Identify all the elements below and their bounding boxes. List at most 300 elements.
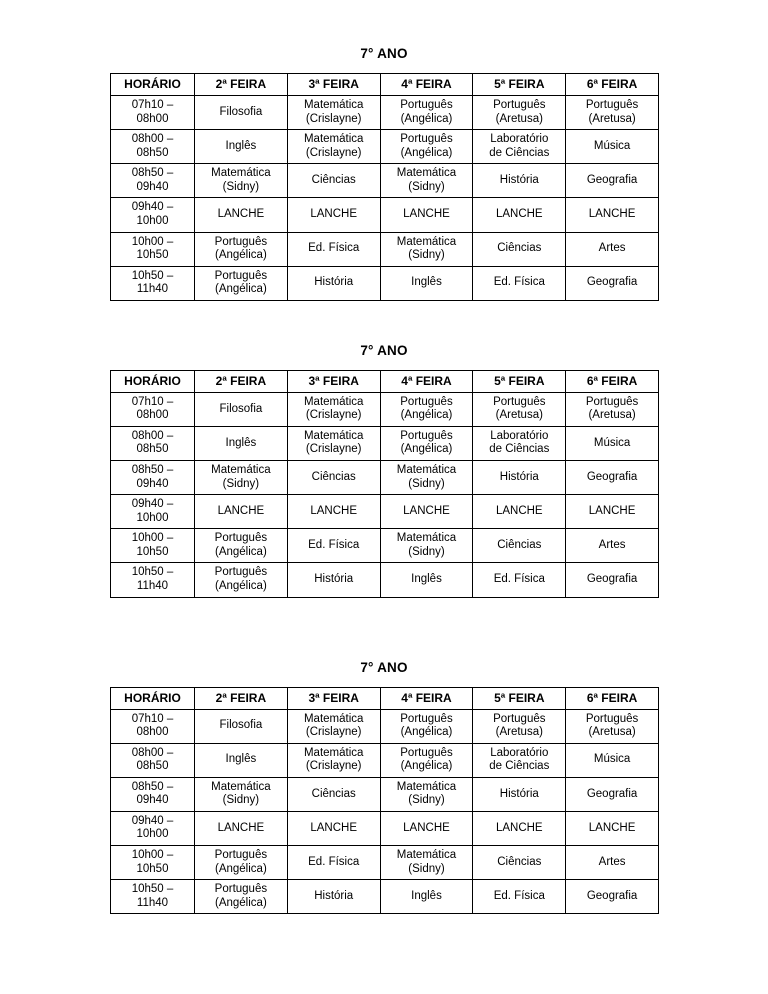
cell-text-line: Matemática (211, 780, 271, 793)
cell-text-line: Geografia (586, 787, 638, 800)
cell-text-line: (Sidny) (408, 862, 445, 875)
cell-text-line: Inglês (411, 276, 442, 289)
subject-cell (473, 846, 566, 880)
cell-text-line: Matemática (396, 464, 457, 476)
page-title: 7° ANO (360, 46, 408, 61)
column-header-weekday: 5ª FEIRA (473, 687, 566, 709)
subject-cell (473, 529, 566, 563)
schedule-blocks-container (110, 46, 658, 914)
cell-text-line: Filosofia (219, 402, 263, 415)
cell-text-line: Geografia (586, 470, 638, 483)
cell-text-line: Português (214, 849, 268, 861)
block-spacer (110, 598, 658, 660)
subject-cell (287, 461, 380, 495)
cell-text-line: (Sidny) (408, 180, 445, 193)
subject-cell (473, 709, 566, 743)
column-header-weekday: 4ª FEIRA (380, 74, 473, 96)
subject-cell (195, 743, 288, 777)
cell-text-line: (Sidny) (222, 180, 260, 193)
subject-cell (287, 198, 380, 232)
cell-text-line: História (499, 787, 539, 800)
cell-text-line: Português (400, 99, 453, 111)
subject-cell (566, 777, 659, 811)
cell-text-line: 09h40 (136, 180, 169, 193)
subject-cell (473, 232, 566, 266)
time-slot-cell (111, 811, 195, 845)
subject-cell (195, 266, 288, 300)
subject-cell (380, 232, 473, 266)
subject-cell (287, 709, 380, 743)
cell-text-line: (Aretusa) (588, 409, 636, 422)
cell-text-line: Inglês (411, 573, 442, 586)
cell-text-line: 08h00 – (131, 746, 174, 759)
subject-cell (195, 563, 288, 597)
cell-text-line: Artes (598, 242, 626, 255)
cell-text-line: Artes (598, 539, 626, 552)
cell-text-line: História (499, 174, 539, 187)
time-slot-cell (111, 495, 195, 529)
cell-text-line: Laboratório (490, 746, 549, 759)
cell-text-line: Matemática (396, 532, 457, 545)
cell-text-line: Ed. Física (493, 276, 545, 289)
cell-text-line: 08h50 (136, 760, 169, 773)
subject-cell (566, 880, 659, 914)
cell-text-line: Português (214, 532, 268, 545)
subject-cell (195, 130, 288, 164)
cell-text-line: (Aretusa) (588, 112, 636, 125)
cell-text-line: Português (214, 566, 268, 579)
cell-text-line: (Angélica) (215, 545, 267, 558)
subject-cell (195, 96, 288, 130)
cell-text-line: 07h10 – (131, 712, 174, 725)
table-row (111, 266, 659, 300)
column-header-weekday: 2ª FEIRA (195, 687, 288, 709)
column-header-weekday: 4ª FEIRA (380, 370, 473, 392)
subject-cell (566, 846, 659, 880)
cell-text-line: 07h10 – (131, 99, 174, 111)
cell-text-line: Português (400, 746, 453, 759)
cell-text-line: (Angélica) (215, 283, 267, 296)
cell-text-line: Português (400, 429, 453, 442)
subject-cell (287, 743, 380, 777)
subject-cell (287, 846, 380, 880)
cell-text-line: LANCHE (588, 821, 636, 834)
cell-text-line: 10h50 – (131, 566, 174, 579)
subject-cell (287, 130, 380, 164)
table-row (111, 563, 659, 597)
cell-text-line: LANCHE (403, 821, 450, 834)
cell-text-line: (Crislayne) (305, 146, 362, 159)
cell-text-line: 08h00 – (131, 429, 174, 442)
table-row (111, 777, 659, 811)
cell-text-line: LANCHE (217, 821, 265, 834)
time-slot-cell (111, 529, 195, 563)
cell-text-line: 10h00 – (131, 532, 174, 545)
cell-text-line: Música (593, 436, 631, 449)
cell-text-line: (Crislayne) (305, 409, 362, 422)
subject-cell (380, 880, 473, 914)
cell-text-line: 10h00 (136, 511, 169, 524)
page-title: 7° ANO (360, 659, 408, 675)
subject-cell (473, 164, 566, 198)
cell-text-line: LANCHE (217, 504, 265, 517)
subject-cell (473, 198, 566, 232)
column-header-weekday: 2ª FEIRA (195, 74, 288, 96)
subject-cell (380, 529, 473, 563)
cell-text-line: (Sidny) (408, 477, 445, 490)
cell-text-line: Ciências (497, 855, 542, 868)
subject-cell (195, 164, 288, 198)
cell-text-line: Matemática (396, 167, 457, 180)
time-slot-cell (111, 743, 195, 777)
cell-text-line: 08h00 (136, 409, 169, 422)
cell-text-line: Inglês (225, 753, 257, 766)
cell-text-line: (Angélica) (215, 579, 267, 592)
table-row (111, 96, 659, 130)
cell-text-line: LANCHE (403, 208, 450, 221)
time-slot-cell (111, 96, 195, 130)
cell-text-line: de Ciências (489, 443, 550, 456)
column-header-weekday: 6ª FEIRA (566, 687, 659, 709)
schedule-block (110, 46, 658, 301)
cell-text-line: (Angélica) (215, 862, 267, 875)
table-row (111, 880, 659, 914)
cell-text-line: Português (400, 395, 453, 408)
subject-cell (566, 266, 659, 300)
cell-text-line: Ciências (311, 470, 356, 483)
schedule-table (110, 370, 659, 598)
cell-text-line: 10h00 (136, 214, 169, 227)
subject-cell (195, 495, 288, 529)
table-row (111, 392, 659, 426)
time-slot-cell (111, 164, 195, 198)
column-header-weekday: 3ª FEIRA (287, 74, 380, 96)
table-row (111, 743, 659, 777)
cell-text-line: LANCHE (495, 821, 543, 834)
subject-cell (473, 426, 566, 460)
subject-cell (380, 130, 473, 164)
subject-cell (380, 495, 473, 529)
cell-text-line: (Angélica) (400, 726, 453, 739)
cell-text-line: (Angélica) (215, 896, 267, 909)
subject-cell (566, 232, 659, 266)
time-slot-cell (111, 266, 195, 300)
time-slot-cell (111, 130, 195, 164)
cell-text-line: Inglês (411, 889, 442, 902)
cell-text-line: Português (493, 99, 546, 111)
cell-text-line: (Aretusa) (495, 409, 543, 422)
cell-text-line: História (314, 889, 354, 902)
cell-text-line: LANCHE (588, 208, 636, 221)
cell-text-line: 10h00 – (131, 235, 174, 248)
cell-text-line: 10h00 (136, 828, 169, 841)
subject-cell (566, 426, 659, 460)
subject-cell (287, 232, 380, 266)
subject-cell (566, 392, 659, 426)
cell-text-line: Matemática (396, 780, 457, 793)
cell-text-line: LANCHE (310, 504, 358, 517)
schedule-table (110, 687, 659, 915)
cell-text-line: 10h00 – (131, 849, 174, 861)
column-header-weekday: 5ª FEIRA (473, 370, 566, 392)
cell-text-line: Português (400, 133, 453, 146)
cell-text-line: (Sidny) (408, 249, 445, 262)
cell-text-line: Ciências (311, 174, 356, 187)
subject-cell (380, 461, 473, 495)
cell-text-line: 08h50 – (131, 780, 174, 793)
cell-text-line: Laboratório (490, 133, 549, 146)
cell-text-line: Geografia (586, 276, 638, 289)
schedule-block (110, 660, 658, 915)
cell-text-line: Ciências (497, 242, 542, 255)
subject-cell (195, 846, 288, 880)
time-slot-cell (111, 880, 195, 914)
cell-text-line: (Crislayne) (305, 443, 362, 456)
cell-text-line: 10h50 (136, 249, 169, 262)
subject-cell (566, 198, 659, 232)
cell-text-line: 08h50 – (131, 464, 174, 476)
cell-text-line: Matemática (303, 429, 364, 442)
cell-text-line: Ed. Física (493, 889, 545, 902)
subject-cell (380, 563, 473, 597)
subject-cell (380, 96, 473, 130)
cell-text-line: Matemática (303, 712, 364, 725)
table-row (111, 232, 659, 266)
cell-text-line: Português (400, 712, 453, 725)
schedule-table (110, 73, 659, 301)
cell-text-line: (Angélica) (400, 760, 453, 773)
subject-cell (195, 232, 288, 266)
cell-text-line: Ed. Física (308, 539, 360, 552)
cell-text-line: 08h50 (136, 146, 169, 159)
cell-text-line: (Angélica) (400, 409, 453, 422)
cell-text-line: Português (493, 395, 546, 408)
cell-text-line: História (314, 276, 354, 289)
subject-cell (566, 743, 659, 777)
table-row (111, 164, 659, 198)
time-slot-cell (111, 232, 195, 266)
schedule-block (110, 343, 658, 598)
subject-cell (287, 811, 380, 845)
subject-cell (473, 461, 566, 495)
subject-cell (195, 880, 288, 914)
column-header-weekday: 3ª FEIRA (287, 687, 380, 709)
subject-cell (287, 529, 380, 563)
cell-text-line: Matemática (303, 99, 364, 111)
table-row (111, 130, 659, 164)
subject-cell (473, 495, 566, 529)
cell-text-line: Filosofia (219, 105, 263, 118)
subject-cell (380, 266, 473, 300)
column-header-schedule: HORÁRIO (111, 370, 195, 392)
time-slot-cell (111, 426, 195, 460)
cell-text-line: Português (214, 883, 268, 896)
column-header-weekday: 5ª FEIRA (473, 74, 566, 96)
cell-text-line: (Crislayne) (305, 760, 362, 773)
table-row (111, 426, 659, 460)
subject-cell (473, 811, 566, 845)
cell-text-line: Música (593, 139, 631, 152)
subject-cell (473, 563, 566, 597)
column-header-weekday: 3ª FEIRA (287, 370, 380, 392)
cell-text-line: Laboratório (490, 429, 549, 442)
subject-cell (473, 130, 566, 164)
cell-text-line: História (314, 573, 354, 586)
column-header-schedule: HORÁRIO (111, 687, 195, 709)
cell-text-line: 10h50 – (131, 269, 174, 282)
cell-text-line: Ed. Física (308, 855, 360, 868)
subject-cell (287, 266, 380, 300)
subject-cell (473, 880, 566, 914)
subject-cell (380, 426, 473, 460)
cell-text-line: Matemática (303, 133, 364, 146)
subject-cell (566, 130, 659, 164)
cell-text-line: 08h00 – (131, 133, 174, 146)
cell-text-line: Matemática (396, 235, 457, 248)
subject-cell (287, 777, 380, 811)
subject-cell (195, 777, 288, 811)
cell-text-line: LANCHE (403, 504, 450, 517)
subject-cell (195, 392, 288, 426)
subject-cell (473, 392, 566, 426)
time-slot-cell (111, 198, 195, 232)
cell-text-line: Ed. Física (308, 242, 360, 255)
table-row (111, 495, 659, 529)
cell-text-line: LANCHE (588, 504, 636, 517)
cell-text-line: Matemática (211, 464, 271, 476)
subject-cell (380, 777, 473, 811)
cell-text-line: LANCHE (495, 208, 543, 221)
cell-text-line: Matemática (303, 395, 364, 408)
subject-cell (380, 709, 473, 743)
table-row (111, 709, 659, 743)
cell-text-line: (Angélica) (400, 443, 453, 456)
cell-text-line: 10h50 (136, 545, 169, 558)
cell-text-line: Português (585, 395, 639, 408)
cell-text-line: (Aretusa) (495, 726, 543, 739)
cell-text-line: (Crislayne) (305, 726, 362, 739)
subject-cell (195, 198, 288, 232)
cell-text-line: LANCHE (217, 208, 265, 221)
cell-text-line: LANCHE (495, 504, 543, 517)
cell-text-line: 08h50 (136, 443, 169, 456)
column-header-weekday: 6ª FEIRA (566, 370, 659, 392)
subject-cell (473, 96, 566, 130)
subject-cell (566, 461, 659, 495)
subject-cell (566, 563, 659, 597)
cell-text-line: Ed. Física (493, 573, 545, 586)
cell-text-line: Música (593, 753, 631, 766)
cell-text-line: Matemática (396, 849, 457, 861)
column-header-weekday: 6ª FEIRA (566, 74, 659, 96)
cell-text-line: LANCHE (310, 821, 358, 834)
subject-cell (287, 880, 380, 914)
cell-text-line: 09h40 (136, 794, 169, 807)
subject-cell (195, 709, 288, 743)
block-spacer (110, 301, 658, 343)
cell-text-line: Filosofia (219, 719, 263, 732)
cell-text-line: 09h40 (136, 477, 169, 490)
cell-text-line: 07h10 – (131, 395, 174, 408)
cell-text-line: Geografia (586, 573, 638, 586)
table-row (111, 846, 659, 880)
cell-text-line: 08h00 (136, 112, 169, 125)
cell-text-line: Geografia (586, 889, 638, 902)
table-row (111, 529, 659, 563)
cell-text-line: Português (214, 235, 268, 248)
time-slot-cell (111, 846, 195, 880)
subject-cell (380, 198, 473, 232)
table-row (111, 461, 659, 495)
subject-cell (287, 392, 380, 426)
cell-text-line: 09h40 – (131, 498, 174, 511)
subject-cell (473, 266, 566, 300)
cell-text-line: 08h50 – (131, 167, 174, 180)
cell-text-line: (Sidny) (222, 794, 260, 807)
cell-text-line: 11h40 (136, 283, 169, 296)
cell-text-line: 09h40 – (131, 814, 174, 827)
cell-text-line: 11h40 (136, 896, 169, 909)
subject-cell (287, 426, 380, 460)
cell-text-line: (Sidny) (408, 545, 445, 558)
cell-text-line: Português (585, 99, 639, 111)
time-slot-cell (111, 777, 195, 811)
page-title: 7° ANO (360, 342, 408, 358)
cell-text-line: 10h50 (136, 862, 169, 875)
subject-cell (566, 811, 659, 845)
cell-text-line: Artes (598, 855, 626, 868)
cell-text-line: Ciências (497, 539, 542, 552)
cell-text-line: (Sidny) (222, 477, 260, 490)
subject-cell (195, 811, 288, 845)
cell-text-line: Inglês (225, 436, 257, 449)
table-header-row (111, 687, 659, 709)
column-header-weekday: 4ª FEIRA (380, 687, 473, 709)
cell-text-line: de Ciências (489, 760, 550, 773)
subject-cell (380, 811, 473, 845)
cell-text-line: LANCHE (310, 208, 358, 221)
cell-text-line: 11h40 (136, 579, 169, 592)
cell-text-line: (Angélica) (215, 249, 267, 262)
subject-cell (566, 164, 659, 198)
subject-cell (473, 743, 566, 777)
column-header-weekday: 2ª FEIRA (195, 370, 288, 392)
subject-cell (287, 164, 380, 198)
cell-text-line: (Aretusa) (588, 726, 636, 739)
subject-cell (566, 529, 659, 563)
subject-cell (473, 777, 566, 811)
subject-cell (195, 426, 288, 460)
cell-text-line: Matemática (303, 746, 364, 759)
subject-cell (566, 495, 659, 529)
time-slot-cell (111, 563, 195, 597)
cell-text-line: Português (214, 269, 268, 282)
cell-text-line: Matemática (211, 167, 271, 180)
subject-cell (380, 164, 473, 198)
time-slot-cell (111, 461, 195, 495)
cell-text-line: 08h00 (136, 726, 169, 739)
subject-cell (566, 96, 659, 130)
cell-text-line: Ciências (311, 787, 356, 800)
subject-cell (380, 392, 473, 426)
cell-text-line: Português (585, 712, 639, 725)
table-header-row (111, 74, 659, 96)
subject-cell (380, 846, 473, 880)
column-header-schedule: HORÁRIO (111, 74, 195, 96)
subject-cell (287, 96, 380, 130)
table-header-row (111, 370, 659, 392)
cell-text-line: (Sidny) (408, 794, 445, 807)
